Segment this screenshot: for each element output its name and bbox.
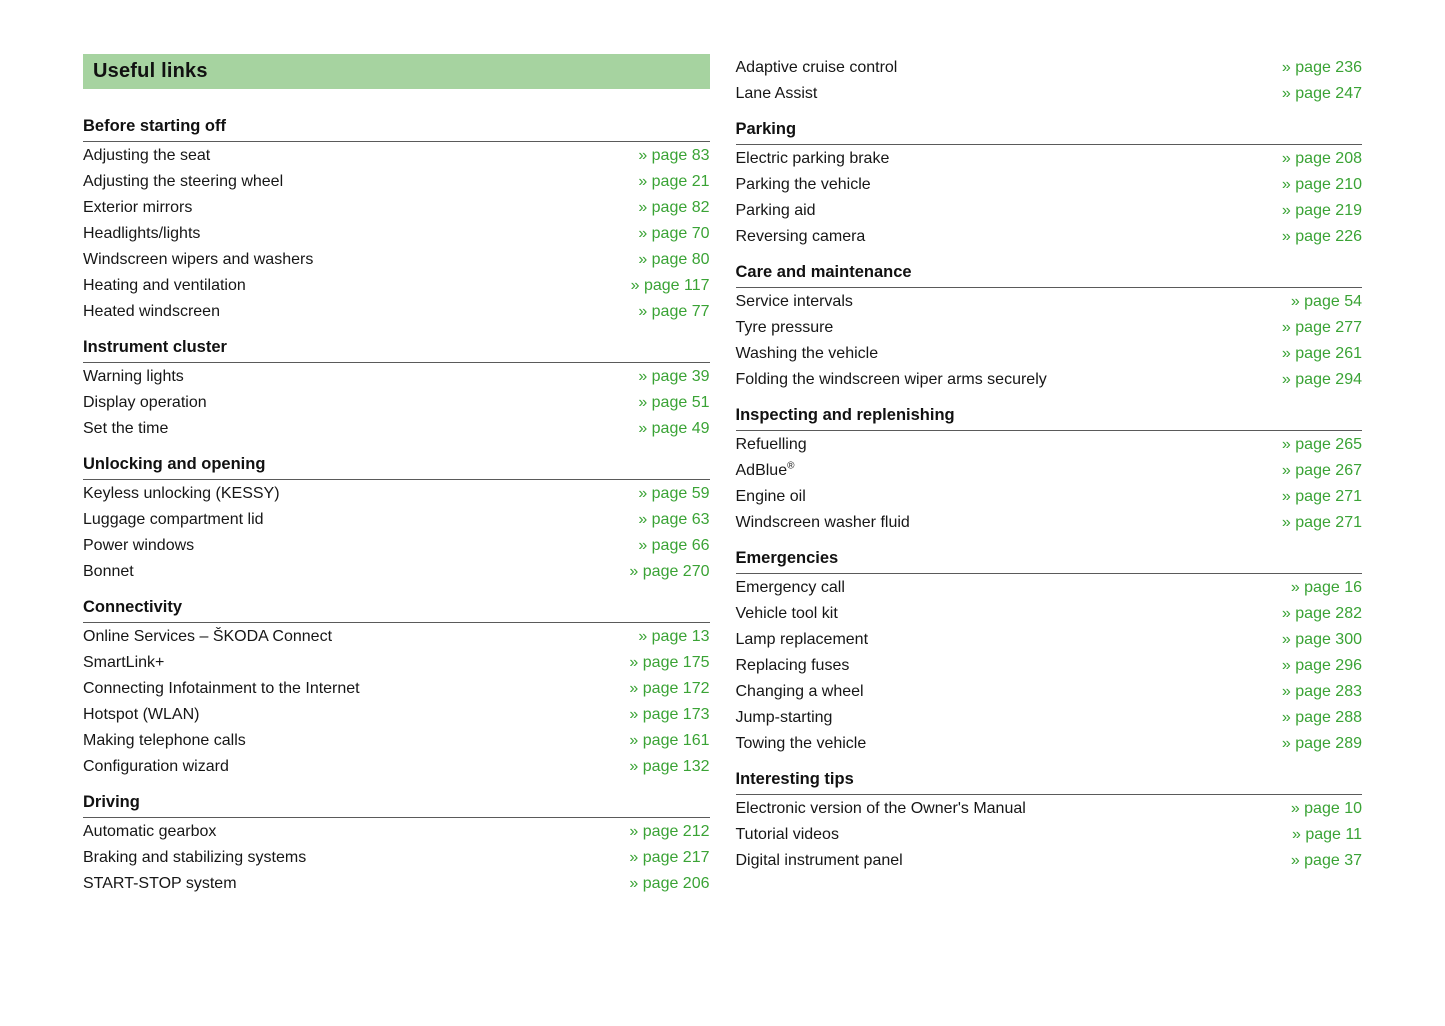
link-row <box>83 389 710 415</box>
link-row <box>83 363 710 389</box>
link-row <box>736 600 1363 626</box>
link-label: Digital instrument panel <box>735 851 903 869</box>
section <box>736 119 1363 249</box>
link-label: Lane Assist <box>735 84 818 102</box>
section <box>736 54 1363 106</box>
page-title: Useful links <box>93 60 208 82</box>
link-label: Towing the vehicle <box>735 734 867 752</box>
page-link[interactable]: » page 247 <box>1281 84 1362 102</box>
link-label: Heating and ventilation <box>83 276 246 294</box>
page-link[interactable]: » page 82 <box>638 198 710 216</box>
page-link[interactable]: » page 212 <box>629 822 710 840</box>
link-label: Headlights/lights <box>83 224 201 242</box>
link-label: Adjusting the seat <box>83 146 211 164</box>
link-row <box>736 626 1363 652</box>
section-heading: Unlocking and opening <box>83 454 710 480</box>
page-link[interactable]: » page 270 <box>629 562 710 580</box>
link-row <box>83 220 710 246</box>
link-row <box>736 223 1363 249</box>
link-row <box>83 753 710 779</box>
page-link[interactable]: » page 219 <box>1281 201 1362 219</box>
link-row <box>83 844 710 870</box>
link-label: Online Services – ŠKODA Connect <box>83 627 333 645</box>
link-label: Adjusting the steering wheel <box>83 172 284 190</box>
link-row <box>736 483 1363 509</box>
link-row <box>83 727 710 753</box>
link-row <box>736 145 1363 171</box>
section <box>83 337 710 441</box>
page-link[interactable]: » page 37 <box>1290 851 1362 869</box>
link-label: Folding the windscreen wiper arms securely <box>735 370 1047 388</box>
link-label: Connecting Infotainment to the Internet <box>83 679 360 697</box>
link-row <box>83 532 710 558</box>
page-link[interactable]: » page 80 <box>638 250 710 268</box>
page-link[interactable]: » page 289 <box>1281 734 1362 752</box>
link-row <box>83 701 710 727</box>
link-row <box>736 366 1363 392</box>
page-link[interactable]: » page 173 <box>629 705 710 723</box>
section <box>83 116 710 324</box>
page-link[interactable]: » page 261 <box>1281 344 1362 362</box>
link-label: Adaptive cruise control <box>735 58 898 76</box>
registered-trademark-symbol: ® <box>787 460 795 472</box>
page-link[interactable]: » page 217 <box>629 848 710 866</box>
link-label: Making telephone calls <box>83 731 246 749</box>
link-row <box>736 847 1363 873</box>
right-sections <box>736 54 1363 873</box>
link-label: Parking aid <box>735 201 816 219</box>
link-label: Hotspot (WLAN) <box>83 705 200 723</box>
page-link[interactable]: » page 11 <box>1292 825 1362 843</box>
section-heading: Connectivity <box>83 597 710 623</box>
page-link[interactable]: » page 10 <box>1290 799 1362 817</box>
section-heading: Care and maintenance <box>736 262 1363 288</box>
link-label: Heated windscreen <box>83 302 220 320</box>
link-label: Parking the vehicle <box>735 175 871 193</box>
link-row <box>736 431 1363 457</box>
section <box>83 454 710 584</box>
link-label: Windscreen wipers and washers <box>83 250 314 268</box>
page-link[interactable]: » page 49 <box>638 419 710 437</box>
section <box>736 262 1363 392</box>
page-link[interactable]: » page 277 <box>1281 318 1362 336</box>
page-link[interactable]: » page 236 <box>1281 58 1362 76</box>
link-row <box>736 730 1363 756</box>
link-row <box>736 652 1363 678</box>
link-label: SmartLink+ <box>83 653 165 671</box>
link-row <box>736 457 1363 483</box>
link-row <box>736 821 1363 847</box>
page-link[interactable]: » page 161 <box>629 731 710 749</box>
section-heading: Driving <box>83 792 710 818</box>
link-label: Power windows <box>83 536 195 554</box>
page-link[interactable]: » page 267 <box>1281 461 1362 479</box>
section-heading: Before starting off <box>83 116 710 142</box>
section <box>83 792 710 896</box>
link-row <box>83 558 710 584</box>
page-link[interactable]: » page 51 <box>638 393 710 411</box>
link-row <box>83 649 710 675</box>
link-row <box>83 272 710 298</box>
link-label: Reversing camera <box>735 227 866 245</box>
columns <box>83 54 1362 896</box>
page-link[interactable]: » page 66 <box>638 536 710 554</box>
link-label: Electronic version of the Owner's Manual <box>735 799 1026 817</box>
page-link[interactable]: » page 294 <box>1281 370 1362 388</box>
link-label: START-STOP system <box>83 874 237 892</box>
link-row <box>736 678 1363 704</box>
link-label: Tyre pressure <box>735 318 834 336</box>
page-link[interactable]: » page 13 <box>638 627 710 645</box>
link-label: Tutorial videos <box>735 825 839 843</box>
link-row <box>83 142 710 168</box>
page-link[interactable]: » page 226 <box>1281 227 1362 245</box>
page-link[interactable]: » page 265 <box>1281 435 1362 453</box>
section <box>736 405 1363 535</box>
link-row <box>736 80 1363 106</box>
link-row <box>736 509 1363 535</box>
link-label: Automatic gearbox <box>83 822 217 840</box>
link-row <box>83 168 710 194</box>
section <box>736 548 1363 756</box>
section <box>736 769 1363 873</box>
link-label: Braking and stabilizing systems <box>83 848 307 866</box>
link-row <box>83 675 710 701</box>
page-link[interactable]: » page 83 <box>638 146 710 164</box>
link-label: Service intervals <box>735 292 853 310</box>
link-label: Luggage compartment lid <box>83 510 264 528</box>
link-row <box>736 704 1363 730</box>
link-label: Engine oil <box>735 487 806 505</box>
link-row <box>83 480 710 506</box>
link-row <box>736 314 1363 340</box>
link-row <box>83 818 710 844</box>
link-label: AdBlue® <box>735 460 795 479</box>
link-label: Configuration wizard <box>83 757 229 775</box>
column-right <box>736 54 1363 896</box>
section-heading: Emergencies <box>736 548 1363 574</box>
section-heading: Parking <box>736 119 1363 145</box>
page-link[interactable]: » page 21 <box>638 172 710 190</box>
page-link[interactable]: » page 208 <box>1281 149 1362 167</box>
link-label: Washing the vehicle <box>735 344 879 362</box>
page-link[interactable]: » page 206 <box>629 874 710 892</box>
link-row <box>83 870 710 896</box>
link-row <box>83 415 710 441</box>
link-row <box>736 288 1363 314</box>
page-link[interactable]: » page 39 <box>638 367 710 385</box>
section-heading: Inspecting and replenishing <box>736 405 1363 431</box>
link-row <box>736 197 1363 223</box>
link-label: Display operation <box>83 393 207 411</box>
page-link[interactable]: » page 63 <box>638 510 710 528</box>
link-label: Exterior mirrors <box>83 198 193 216</box>
link-row <box>736 340 1363 366</box>
link-row <box>83 298 710 324</box>
link-label: Lamp replacement <box>735 630 869 648</box>
page-link[interactable]: » page 210 <box>1281 175 1362 193</box>
page-link[interactable]: » page 271 <box>1281 513 1362 531</box>
section-heading: Instrument cluster <box>83 337 710 363</box>
page-link[interactable]: » page 59 <box>638 484 710 502</box>
link-row <box>736 171 1363 197</box>
page-link[interactable]: » page 296 <box>1281 656 1362 674</box>
link-label: Changing a wheel <box>735 682 864 700</box>
link-row <box>83 506 710 532</box>
page-link[interactable]: » page 300 <box>1281 630 1362 648</box>
link-label: Vehicle tool kit <box>735 604 838 622</box>
link-label: Replacing fuses <box>735 656 850 674</box>
page-link[interactable]: » page 271 <box>1281 487 1362 505</box>
link-label: Bonnet <box>83 562 134 580</box>
section <box>83 597 710 779</box>
link-label: Emergency call <box>735 578 845 596</box>
page-title-banner <box>83 54 710 89</box>
page-link[interactable]: » page 54 <box>1290 292 1362 310</box>
link-label: Set the time <box>83 419 169 437</box>
page-link[interactable]: » page 282 <box>1281 604 1362 622</box>
link-label: Jump-starting <box>735 708 833 726</box>
column-left <box>83 54 710 896</box>
link-row <box>83 623 710 649</box>
page-link[interactable]: » page 16 <box>1290 578 1362 596</box>
page-link[interactable]: » page 288 <box>1281 708 1362 726</box>
page-link[interactable]: » page 70 <box>638 224 710 242</box>
link-row <box>736 574 1363 600</box>
link-label: Electric parking brake <box>735 149 890 167</box>
link-row <box>83 194 710 220</box>
page-link[interactable]: » page 77 <box>638 302 710 320</box>
page-link[interactable]: » page 175 <box>629 653 710 671</box>
page-link[interactable]: » page 283 <box>1281 682 1362 700</box>
section-heading: Interesting tips <box>736 769 1363 795</box>
link-row <box>736 54 1363 80</box>
link-label: Warning lights <box>83 367 184 385</box>
link-label: Refuelling <box>735 435 807 453</box>
page-link[interactable]: » page 117 <box>630 276 710 294</box>
link-row <box>736 795 1363 821</box>
page-link[interactable]: » page 172 <box>629 679 710 697</box>
link-label: Windscreen washer fluid <box>735 513 910 531</box>
left-sections <box>83 116 710 896</box>
link-row <box>83 246 710 272</box>
link-label: Keyless unlocking (KESSY) <box>83 484 280 502</box>
page-link[interactable]: » page 132 <box>629 757 710 775</box>
